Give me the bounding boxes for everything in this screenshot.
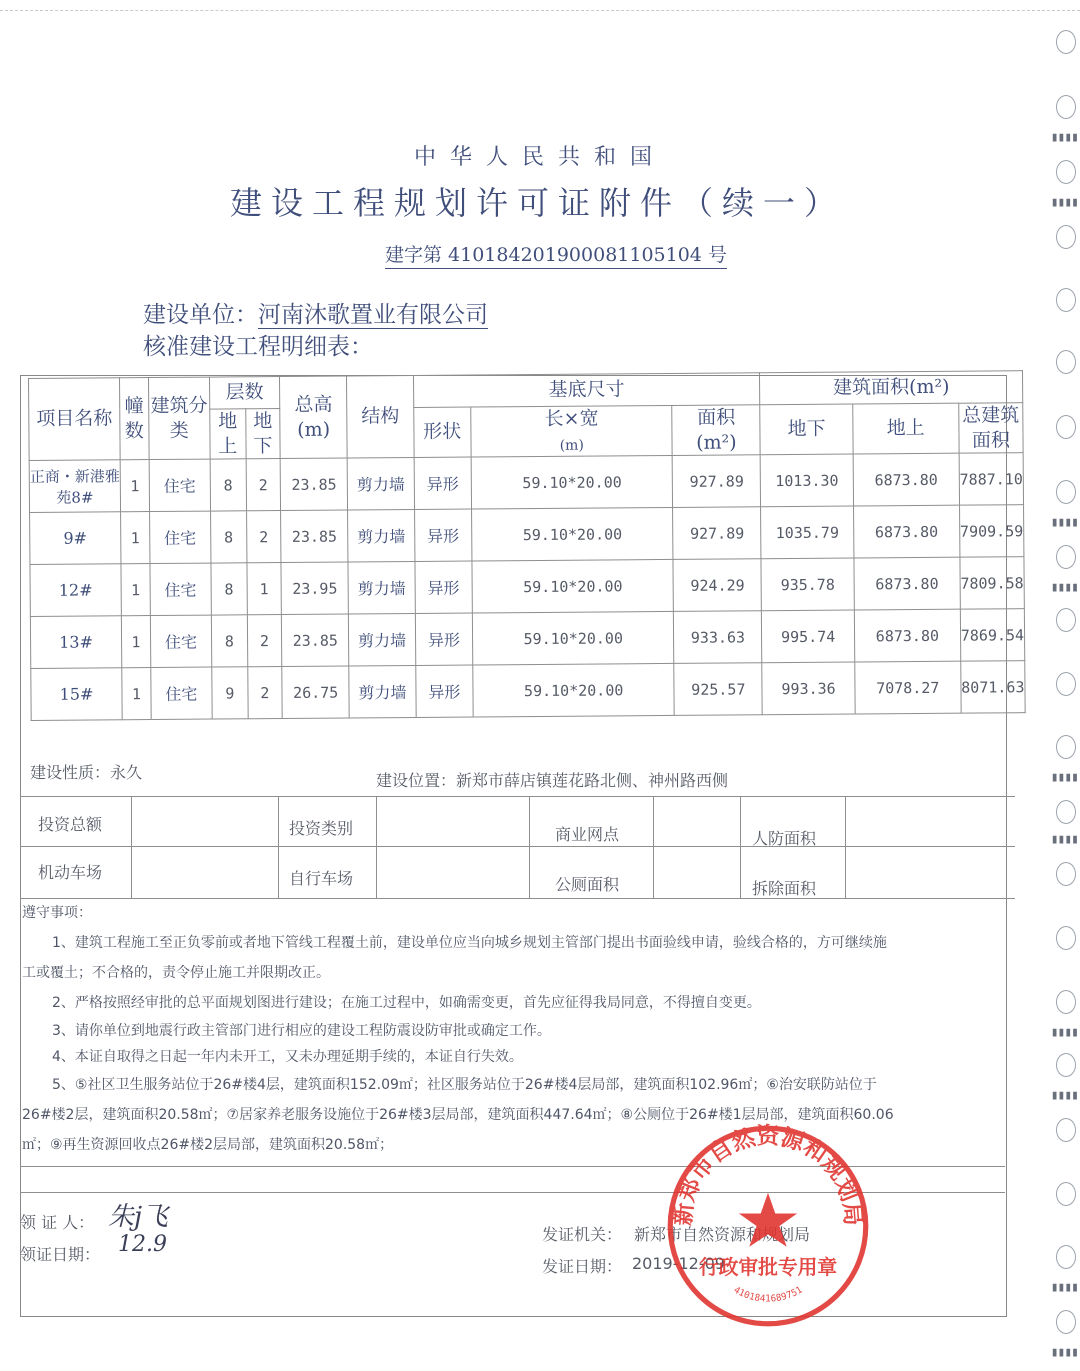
note-3: 3、请你单位到地震行政主管部门进行相应的建设工程防震设防审批或确定工作。	[52, 1023, 551, 1039]
cell-category: 住宅	[150, 615, 211, 667]
cell-category: 住宅	[150, 563, 211, 615]
seal-code-text: 4101841689751	[731, 1284, 805, 1305]
field-motor-parking: 机动车场	[38, 863, 103, 882]
col-underground-area: 地下	[760, 404, 853, 455]
lw-unit: (m)	[559, 437, 584, 454]
cell-size: 59.10*20.00	[472, 508, 674, 562]
cell-structure: 剪力墙	[348, 510, 415, 563]
feed-marks: ▮▮▮▮	[1050, 1088, 1078, 1103]
cell-name: 9#	[30, 512, 121, 565]
cell-count: 1	[122, 668, 151, 720]
table-row	[30, 557, 1024, 617]
col-aboveground-area: 地上	[853, 403, 959, 454]
feed-marks: ▮▮▮▮	[1050, 195, 1078, 210]
cell-name: 15#	[31, 668, 122, 721]
col-floor-area: 建筑面积(m²)	[760, 371, 1023, 405]
feed-hole	[1056, 862, 1076, 886]
field-toilet-area: 公厕面积	[555, 875, 620, 894]
cell-below: 2	[246, 459, 281, 511]
cell-above: 9	[212, 667, 248, 719]
form-rule	[845, 796, 846, 898]
feed-hole	[1056, 608, 1076, 632]
cell-aboveground: 6873.80	[853, 454, 959, 507]
feed-hole	[1056, 926, 1076, 950]
receive-date-value: 12.9	[118, 1232, 167, 1257]
feed-hole	[1056, 1053, 1076, 1077]
country-heading: 中华人民共和国	[413, 145, 666, 170]
issue-date-label: 发证日期：	[542, 1257, 623, 1276]
issuer-label: 发证机关：	[542, 1225, 623, 1244]
cell-above: 8	[210, 459, 246, 511]
cell-height: 26.75	[282, 666, 350, 719]
feed-hole	[1056, 800, 1076, 824]
tractor-feed-strip	[1030, 0, 1080, 1371]
cell-size: 59.10*20.00	[472, 560, 674, 614]
cell-height: 23.85	[281, 614, 349, 667]
field-civil-defense: 人防面积	[752, 829, 817, 848]
cell-count: 1	[120, 460, 149, 512]
cell-shape: 异形	[415, 613, 473, 665]
table-row	[30, 505, 1024, 565]
cell-category: 住宅	[149, 511, 210, 563]
note-1: 1、建筑工程施工至正负零前或者地下管线工程覆土前，建设单位应当向城乡规划主管部门提出书面验线申请，验线合格的，方可继续施	[52, 935, 887, 951]
feed-hole	[1056, 1118, 1076, 1142]
col-floors: 层数	[209, 377, 279, 410]
cell-size: 59.10*20.00	[471, 456, 673, 510]
form-rule	[20, 846, 1015, 847]
cell-total: 7909.59	[959, 505, 1024, 558]
cell-shape: 异形	[415, 561, 473, 613]
cell-below: 2	[248, 667, 283, 719]
col-floors-above: 地上	[210, 409, 246, 460]
cell-structure: 剪力墙	[348, 458, 415, 511]
form-rule	[740, 796, 741, 898]
construction-location: 建设位置：新郑市薛店镇莲花路北侧、神州路西侧	[376, 771, 729, 790]
col-base-area	[672, 405, 760, 456]
col-base-size: 基底尺寸	[413, 373, 760, 408]
col-length-width	[471, 405, 673, 457]
cell-aboveground: 7078.27	[855, 662, 961, 715]
cell-underground: 1035.79	[761, 506, 854, 559]
feed-marks: ▮▮▮▮	[1050, 1280, 1078, 1295]
form-rule	[20, 796, 1015, 797]
feed-hole	[1056, 30, 1076, 54]
cell-aboveground: 6873.80	[854, 610, 960, 663]
form-rule	[653, 796, 654, 898]
cell-below: 2	[247, 615, 282, 667]
col-shape: 形状	[413, 407, 471, 458]
receiver-signature: 朱j飞	[108, 1202, 169, 1232]
cell-aboveground: 6873.80	[853, 506, 959, 559]
col-floors-below: 地下	[246, 409, 281, 460]
cell-area: 924.29	[673, 559, 761, 612]
note-5-cont-2: ㎡；⑨再生资源回收点26#楼2层局部，建筑面积20.58㎡；	[22, 1137, 394, 1153]
issue-date-value: 2019-12-09	[632, 1254, 725, 1273]
cell-above: 8	[210, 511, 246, 563]
cell-structure: 剪力墙	[348, 562, 415, 615]
feed-marks: ▮▮▮▮	[1050, 832, 1078, 847]
seal-purpose-text: 行政审批专用章	[698, 1254, 838, 1279]
table-row	[31, 661, 1025, 721]
feed-hole	[1056, 480, 1076, 504]
feed-hole	[1056, 735, 1076, 759]
feed-marks: ▮▮▮▮	[1050, 130, 1078, 145]
cell-total: 7887.10	[959, 453, 1024, 506]
cell-below: 1	[247, 563, 282, 615]
cell-underground: 993.36	[762, 662, 855, 715]
feed-hole	[1056, 415, 1076, 439]
project-detail-table	[28, 370, 1026, 721]
cell-category: 住宅	[151, 667, 212, 719]
field-bike-parking: 自行车场	[289, 869, 354, 888]
applicant-value: 河南沐歌置业有限公司	[258, 302, 488, 328]
field-demolition-area: 拆除面积	[752, 879, 817, 898]
cell-above: 8	[211, 615, 247, 667]
cell-height: 23.95	[281, 562, 349, 615]
cell-shape: 异形	[415, 665, 473, 717]
form-rule	[278, 796, 279, 898]
field-commercial: 商业网点	[555, 825, 620, 844]
note-5-cont: 26#楼2层，建筑面积20.58㎡；⑦居家养老服务设施位于26#楼3层局部，建筑面积447.64㎡；⑧公厕位于26#楼1层局部，建筑面积60.06	[22, 1107, 894, 1123]
receiver-label: 领 证 人：	[20, 1213, 95, 1232]
receive-date-label: 领证日期：	[20, 1245, 101, 1264]
feed-hole	[1056, 990, 1076, 1014]
cell-above: 8	[211, 563, 247, 615]
cell-area: 927.89	[673, 507, 761, 560]
feed-hole	[1056, 672, 1076, 696]
cell-count: 1	[121, 512, 150, 564]
cell-total: 7809.58	[960, 557, 1025, 610]
cell-category: 住宅	[149, 459, 210, 511]
feed-hole	[1056, 288, 1076, 312]
feed-hole	[1056, 1182, 1076, 1206]
cell-aboveground: 6873.80	[854, 558, 960, 611]
field-investment-type: 投资类别	[289, 819, 354, 838]
cell-size: 59.10*20.00	[473, 664, 675, 718]
cell-below: 2	[246, 511, 281, 563]
col-building-count: 幢数	[120, 378, 150, 461]
area-label: 面积	[697, 406, 736, 429]
feed-hole	[1056, 350, 1076, 374]
feed-hole	[1056, 225, 1076, 249]
cell-shape: 异形	[414, 457, 472, 509]
lw-label: 长×宽	[544, 407, 599, 430]
height-unit: (m)	[297, 418, 331, 441]
col-project-name: 项目名称	[29, 378, 121, 461]
cell-name: 12#	[30, 564, 121, 617]
feed-hole	[1056, 95, 1076, 119]
col-total-area: 总建筑面积	[959, 403, 1024, 454]
applicant-row	[143, 296, 488, 329]
cell-count: 1	[121, 564, 150, 616]
feed-marks: ▮▮▮▮	[1050, 580, 1078, 595]
cell-name: 正商・新港雅苑8#	[29, 460, 120, 513]
seal-star-icon	[739, 1193, 797, 1247]
feed-marks: ▮▮▮▮	[1050, 1025, 1078, 1040]
form-rule	[376, 796, 377, 898]
feed-marks: ▮▮▮▮	[1050, 770, 1078, 785]
feed-marks: ▮▮▮▮	[1050, 1345, 1078, 1360]
issuer-value: 新郑市自然资源和规划局	[634, 1225, 811, 1244]
table-title: 核准建设工程明细表：	[143, 334, 373, 360]
cell-underground: 935.78	[761, 558, 854, 611]
document-title: 建设工程规划许可证附件（续一）	[230, 184, 846, 222]
form-rule	[131, 796, 132, 898]
table-row	[29, 453, 1023, 513]
field-investment-total: 投资总额	[38, 815, 103, 834]
col-height	[280, 376, 348, 459]
cell-structure: 剪力墙	[349, 614, 416, 667]
perforation-line	[0, 10, 1080, 11]
construction-nature: 建设性质：永久	[30, 763, 143, 782]
cell-name: 13#	[30, 616, 121, 669]
cell-area: 933.63	[674, 611, 762, 664]
feed-hole	[1056, 1245, 1076, 1269]
cell-size: 59.10*20.00	[472, 612, 674, 666]
form-rule	[529, 796, 530, 898]
compliance-notes	[22, 898, 1007, 1160]
official-seal	[664, 1122, 872, 1330]
seal-org-text: 新郑市自然资源和规划局	[670, 1123, 866, 1227]
col-category: 建筑分类	[148, 377, 210, 460]
applicant-label: 建设单位：	[143, 302, 258, 328]
cell-structure: 剪力墙	[349, 666, 416, 719]
cell-height: 23.85	[280, 458, 348, 511]
cell-count: 1	[121, 616, 150, 668]
note-4: 4、本证自取得之日起一年内未开工，又未办理延期手续的，本证自行失效。	[52, 1049, 523, 1065]
cell-underground: 1013.30	[760, 454, 853, 507]
table-row	[30, 609, 1024, 669]
note-1-cont: 工或覆土；不合格的，责令停止施工并限期改正。	[22, 965, 330, 981]
cell-area: 925.57	[674, 663, 762, 716]
cell-total: 7869.54	[960, 609, 1025, 662]
notes-heading: 遵守事项：	[22, 905, 92, 921]
feed-hole	[1056, 1310, 1076, 1334]
height-label: 总高	[294, 393, 333, 416]
col-structure: 结构	[347, 375, 414, 458]
cell-total: 8071.63	[961, 661, 1026, 714]
cell-underground: 995.74	[762, 610, 855, 663]
cell-height: 23.85	[281, 510, 349, 563]
note-5: 5、⑤社区卫生服务站位于26#楼4层，建筑面积152.09㎡；社区服务站位于26#楼4层局部，建筑面积102.96㎡；⑥治安联防站位于	[52, 1077, 877, 1093]
cell-shape: 异形	[414, 509, 472, 561]
feed-hole	[1056, 545, 1076, 569]
note-2: 2、严格按照经审批的总平面规划图进行建设；在施工过程中，如确需变更，首先应征得我局同意，不得擅自变更。	[52, 995, 761, 1011]
permit-number: 建字第 410184201900081105104 号	[385, 240, 727, 269]
feed-marks: ▮▮▮▮	[1050, 515, 1078, 530]
area-unit: (m²)	[696, 431, 737, 454]
cell-area: 927.89	[673, 455, 761, 508]
